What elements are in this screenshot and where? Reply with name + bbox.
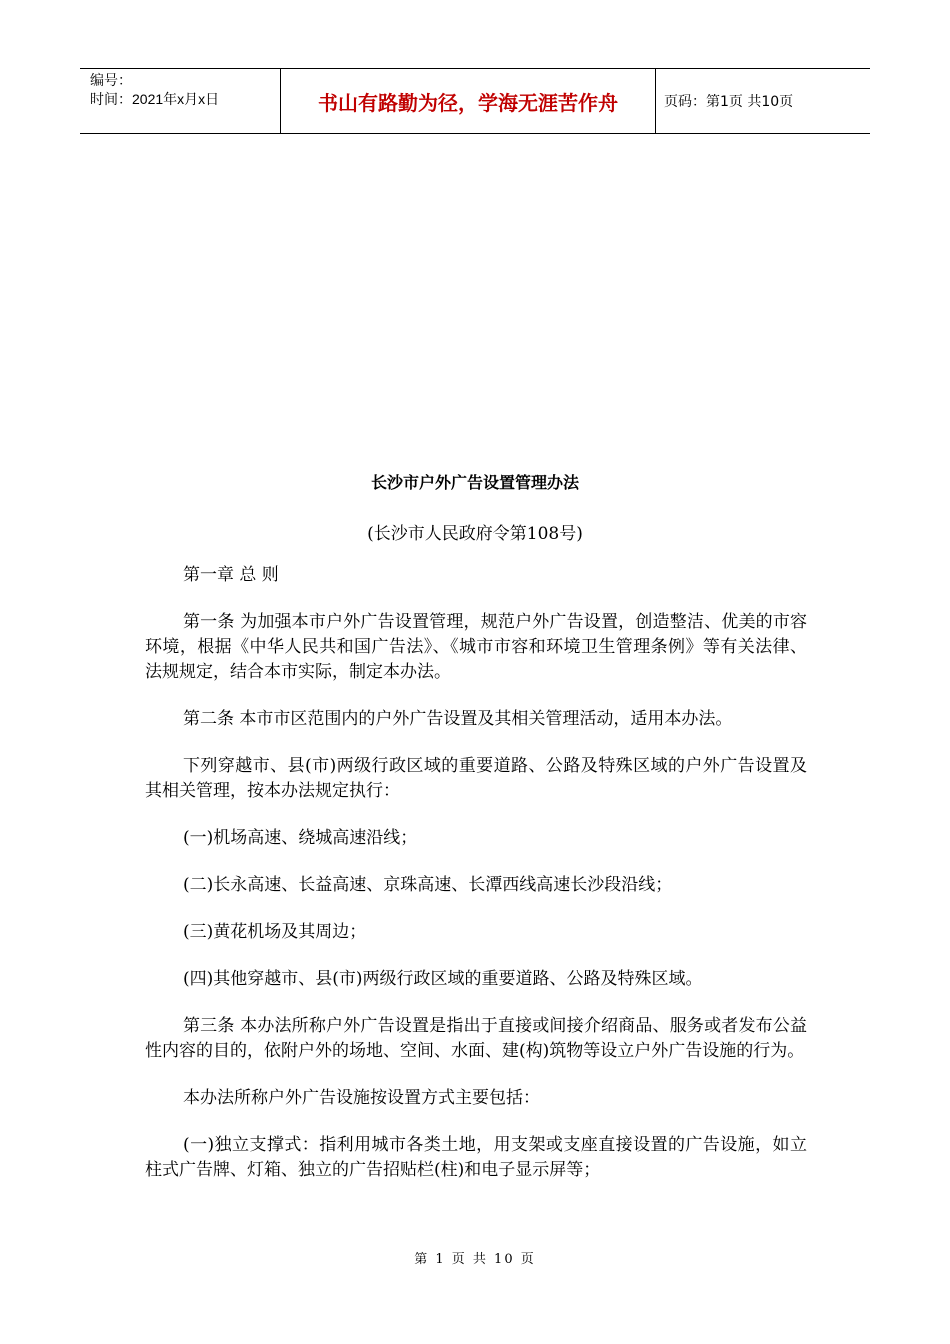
paragraph: 第二条 本市市区范围内的户外广告设置及其相关管理活动，适用本办法。 <box>183 709 733 729</box>
header-meta <box>80 69 281 133</box>
paragraph: 本办法所称户外广告设施按设置方式主要包括： <box>183 1088 540 1108</box>
paragraph: (三)黄花机场及其周边； <box>183 922 367 942</box>
document-number-label: 编号： <box>90 72 132 88</box>
document-body <box>145 563 807 1205</box>
paragraph: 下列穿越市、县(市)两级行政区域的重要道路、公路及特殊区域的户外广告设置及其相关管理，按本办法规定执行： <box>145 756 807 801</box>
paragraph: (四)其他穿越市、县(市)两级行政区域的重要道路、公路及特殊区域。 <box>183 969 703 989</box>
paragraph: 第一章 总 则 <box>183 565 279 585</box>
page-footer: 第 1 页 共 10 页 <box>414 1252 536 1267</box>
page-header <box>80 68 870 134</box>
document-title: 长沙市户外广告设置管理办法 <box>370 473 579 492</box>
document-time-label: 时间：2021年x月x日 <box>90 91 220 107</box>
document-subtitle: (长沙市人民政府令第108号) <box>367 524 583 544</box>
paragraph: 第三条 本办法所称户外广告设置是指出于直接或间接介绍商品、服务或者发布公益性内容的目的，依附户外的场地、空间、水面、建(构)筑物等设立户外广告设施的行为。 <box>145 1016 807 1061</box>
paragraph: (二)长永高速、长益高速、京珠高速、长潭西线高速长沙段沿线； <box>183 875 673 895</box>
header-motto: 书山有路勤为径，学海无涯苦作舟 <box>281 69 656 133</box>
paragraph: (一)机场高速、绕城高速沿线； <box>183 828 418 848</box>
header-page-info: 页码：第1页 共10页 <box>664 94 794 110</box>
paragraph: (一)独立支撑式：指利用城市各类土地，用支架或支座直接设置的广告设施，如立柱式广告牌、灯箱、独立的广告招贴栏(柱)和电子显示屏等； <box>145 1135 807 1180</box>
paragraph: 第一条 为加强本市户外广告设置管理，规范户外广告设置，创造整洁、优美的市容环境，根据《中华人民共和国广告法》、《城市市容和环境卫生管理条例》等有关法律、法规规定，结合本市实际，制定本办法。 <box>145 612 807 682</box>
